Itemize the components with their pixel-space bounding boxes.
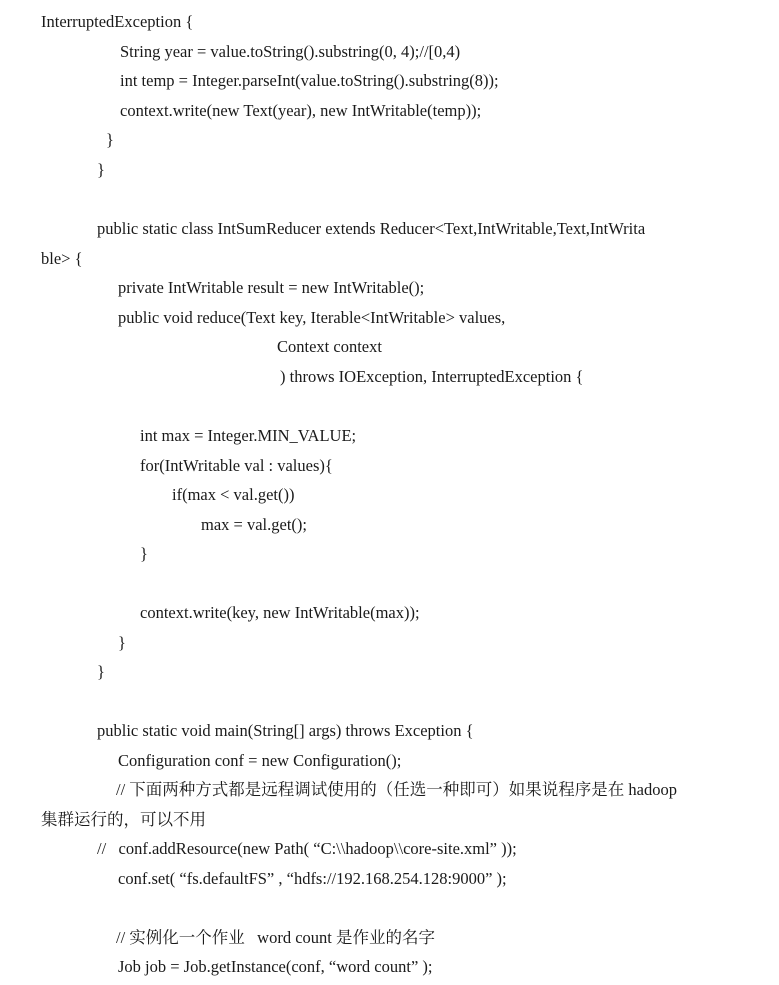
code-line: }	[97, 160, 105, 179]
code-line: ble> {	[41, 249, 83, 268]
code-line: public void reduce(Text key, Iterable<IntWritable> values,	[118, 308, 506, 327]
code-line: 集群运行的，可以不用	[41, 810, 206, 829]
code-line: // 下面两种方式都是远程调试使用的（任选一种即可）如果说程序是在 hadoop	[116, 780, 677, 799]
code-line: String year = value.toString().substring(0, 4);//[0,4)	[120, 42, 461, 61]
code-line: conf.set( “fs.defaultFS” , “hdfs://192.168.254.128:9000” );	[118, 869, 507, 888]
code-line: Context context	[277, 337, 382, 356]
code-line: context.write(new Text(year), new IntWritable(temp));	[120, 101, 482, 120]
code-line: InterruptedException {	[41, 12, 194, 31]
code-line: ) throws IOException, InterruptedException {	[280, 367, 584, 386]
code-line: }	[97, 662, 105, 681]
code-line: Job job = Job.getInstance(conf, “word count” );	[118, 957, 433, 976]
code-line: }	[140, 544, 148, 563]
code-line: // 实例化一个作业 word count 是作业的名字	[116, 928, 435, 947]
code-line: int temp = Integer.parseInt(value.toString().substring(8));	[120, 71, 499, 90]
code-line: if(max < val.get())	[172, 485, 295, 504]
code-line: }	[118, 633, 126, 652]
code-line: max = val.get();	[201, 515, 307, 534]
code-line: // conf.addResource(new Path( “C:\\hadoop\\core-site.xml” ));	[97, 839, 517, 858]
code-line: public static void main(String[] args) throws Exception {	[97, 721, 474, 740]
code-line: }	[106, 130, 114, 149]
code-line: Configuration conf = new Configuration();	[118, 751, 402, 770]
code-line: int max = Integer.MIN_VALUE;	[140, 426, 357, 445]
code-line: private IntWritable result = new IntWritable();	[118, 278, 425, 297]
code-line: for(IntWritable val : values){	[140, 456, 333, 475]
code-line: public static class IntSumReducer extends Reducer<Text,IntWritable,Text,IntWrita	[97, 219, 646, 238]
code-line: context.write(key, new IntWritable(max));	[140, 603, 420, 622]
